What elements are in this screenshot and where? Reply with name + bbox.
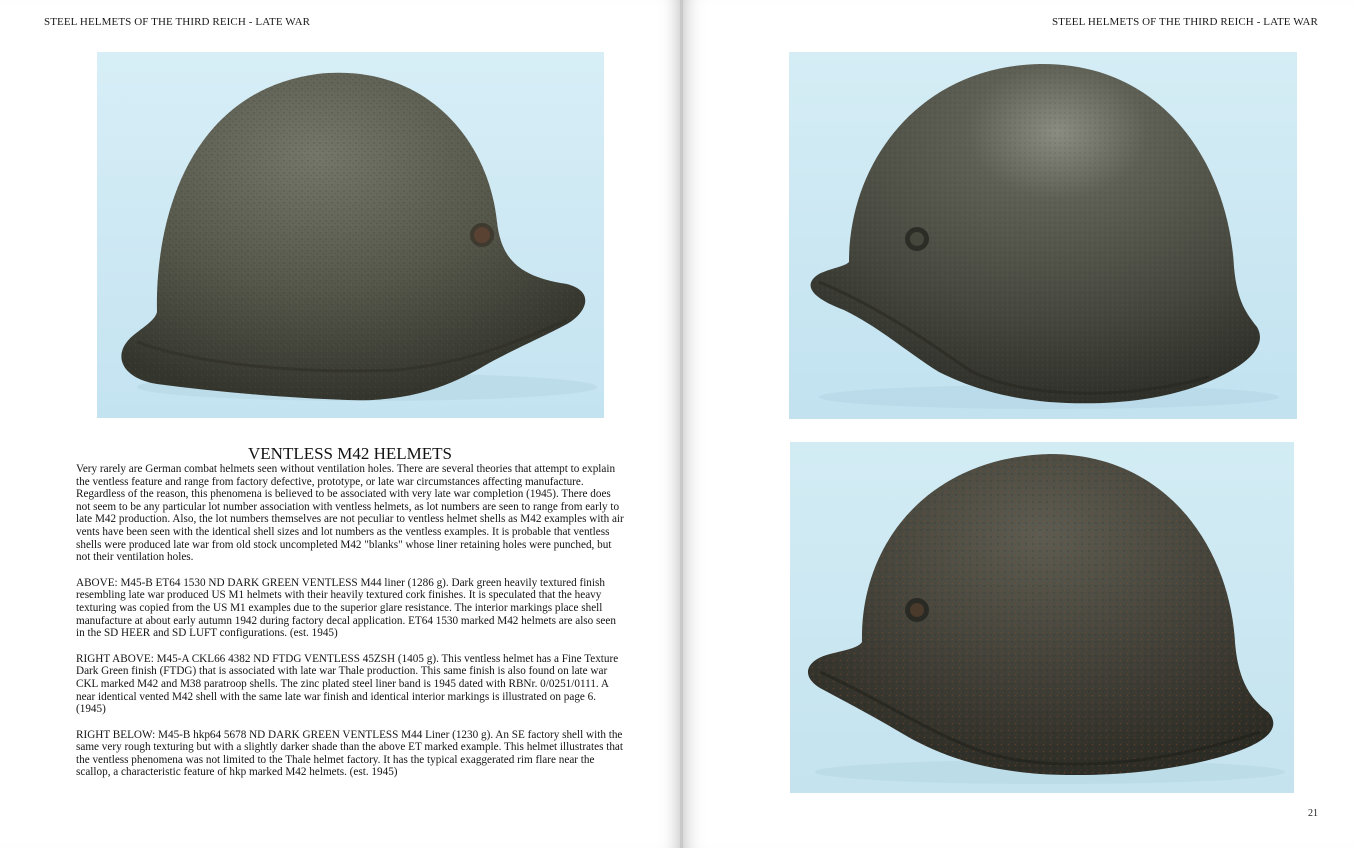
running-head-right: STEEL HELMETS OF THE THIRD REICH - LATE WAR xyxy=(1051,16,1318,28)
helmet-photo-svg xyxy=(97,52,604,418)
page-number: 21 xyxy=(1308,808,1318,819)
helmet-photo-ventless-hkp64 xyxy=(790,442,1294,793)
body-text xyxy=(76,463,626,792)
helmet-photo-ventless-ckl66 xyxy=(789,52,1297,419)
running-head-left: STEEL HELMETS OF THE THIRD REICH - LATE WAR xyxy=(44,16,311,28)
intro-paragraph: Very rarely are German combat helmets seen without ventilation holes. There are several theories that attempt to explain the ventless feature and range from factory defective, prototype, or late war circumstances affecting manufacture. Regardless of the reason, this phenomena is believed to be associated with very late war completion (1945). There does not seem to be any particular lot number association with ventless helmets, as lot numbers are seen to range from early to late M42 production. Also, the lot numbers themselves are not peculiar to ventless helmet shells as M42 examples with air vents have been seen with the identical shell sizes and lot numbers as the ventless examples. It is probable that ventless shells were produced late war from old stock uncompleted M42 "blanks" whose liner retaining holes were punched, but not their ventilation holes. xyxy=(76,463,624,564)
section-title: VENTLESS M42 HELMETS xyxy=(248,444,452,463)
helmet-photo-ventless-et64 xyxy=(97,52,604,418)
caption-right-above: RIGHT ABOVE: M45-A CKL66 4382 ND FTDG VENTLESS 45ZSH (1405 g). This ventless helmet has a Fine Texture Dark Green finish (FTDG) that is associated with late war Thale production. This same finish is also found on late war CKL marked M42 and M38 paratroop shells. The zinc plated steel liner band is 1945 dated with RBNr. 0/0251/0111. A near identical vented M42 shell with the same late war finish and identical interior markings is illustrated on page 6. (1945) xyxy=(76,652,619,716)
helmet-photo-svg xyxy=(790,442,1294,793)
caption-above: ABOVE: M45-B ET64 1530 ND DARK GREEN VENTLESS M44 liner (1286 g). Dark green heavily textured finish resembling late war produced US M1 helmets with their heavily textured cork finishes. It is speculated that the heavy texturing was copied from the US M1 examples due to the superior glare resistance. The interior markings place shell manufacture at about early autumn 1942 during factory decal application. ET64 1530 marked M42 helmets are also seen in the SD HEER and SD LUFT configurations. (est. 1945) xyxy=(76,576,616,640)
helmet-photo-svg xyxy=(789,52,1297,419)
right-page xyxy=(683,0,1354,848)
caption-right-below: RIGHT BELOW: M45-B hkp64 5678 ND DARK GREEN VENTLESS M44 Liner (1230 g). An SE factory shell with the same very rough texturing but with a slightly darker shade than the above ET marked example. This helmet illustrates that the ventless phenomena was not limited to the Thale helmet factory. It has the typical exaggerated rim flare near the scallop, a characteristic feature of hkp marked M42 helmets. (est. 1945) xyxy=(76,728,624,779)
